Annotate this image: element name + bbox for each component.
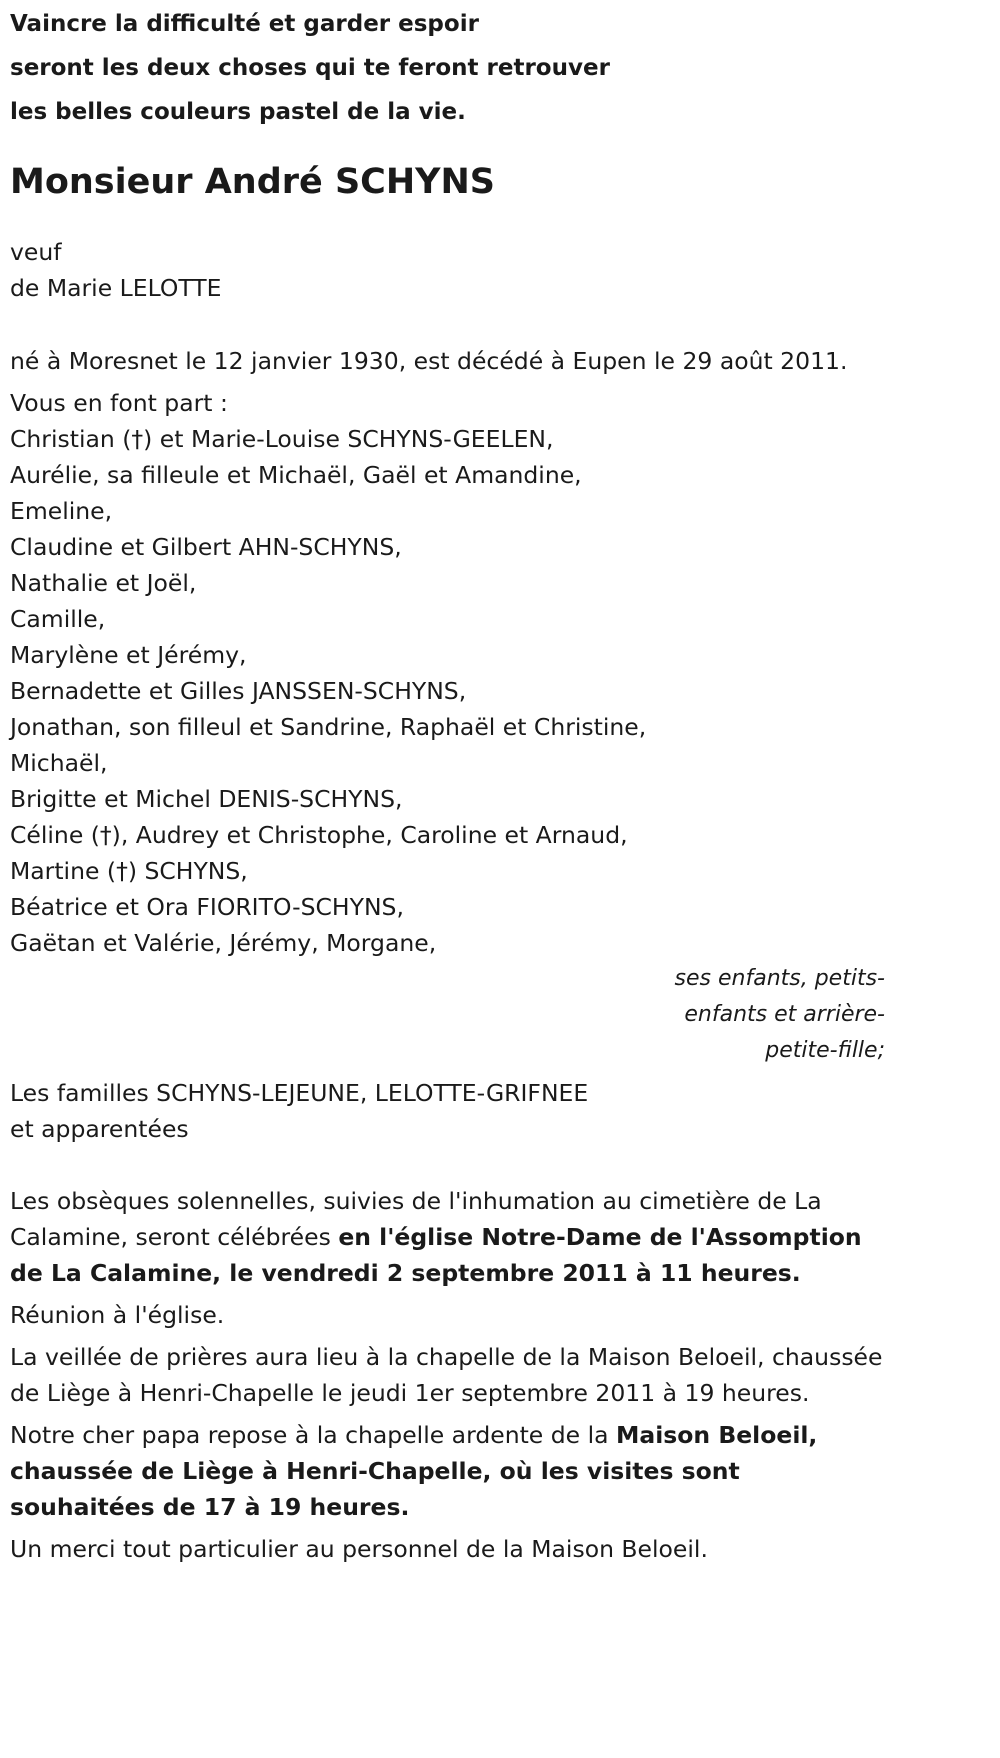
announce-intro: Vous en font part : — [10, 389, 228, 417]
family-line: Bernadette et Gilles JANSSEN-SCHYNS, — [10, 677, 467, 705]
obituary-notice — [10, 0, 885, 1567]
poem — [10, 2, 885, 134]
funeral-details: en l'église Notre-Dame de l'Assomption de La Calamine, le vendredi 2 septembre 2011 à 11 heures. — [10, 1223, 862, 1287]
family-line: Brigitte et Michel DENIS-SCHYNS, — [10, 785, 403, 813]
family-list — [10, 421, 885, 961]
extended-families — [10, 1075, 885, 1147]
vigil-info: La veillée de prières aura lieu à la chapelle de la Maison Beloeil, chaussée de Liège à Henri-Chapelle le jeudi 1er septembre 2011 à 19 heures. — [10, 1343, 883, 1407]
family-line: Aurélie, sa filleule et Michaël, Gaël et Amandine, — [10, 461, 582, 489]
family-line: Céline (†), Audrey et Christophe, Caroline et Arnaud, — [10, 821, 628, 849]
spouse-info — [10, 234, 885, 306]
poem-line: Vaincre la difficulté et garder espoir — [10, 11, 479, 37]
funeral-info — [10, 1183, 885, 1291]
spouse-line-2: de Marie LELOTTE — [10, 274, 222, 302]
family-line: Michaël, — [10, 749, 108, 777]
family-line: Jonathan, son filleul et Sandrine, Raphaël et Christine, — [10, 713, 647, 741]
poem-line: seront les deux choses qui te feront retrouver — [10, 55, 610, 81]
family-line: Martine (†) SCHYNS, — [10, 857, 248, 885]
resting-info — [10, 1417, 885, 1525]
birth-death-dates: né à Moresnet le 12 janvier 1930, est décédé à Eupen le 29 août 2011. — [10, 347, 848, 375]
family-line: Marylène et Jérémy, — [10, 641, 247, 669]
family-line: Béatrice et Ora FIORITO-SCHYNS, — [10, 893, 404, 921]
resting-intro: Notre cher papa repose à la chapelle ardente de la — [10, 1421, 616, 1449]
deceased-name: Monsieur André SCHYNS — [10, 162, 495, 202]
thanks-note: Un merci tout particulier au personnel de la Maison Beloeil. — [10, 1535, 708, 1563]
families-line-2: et apparentées — [10, 1115, 189, 1143]
family-line: Gaëtan et Valérie, Jérémy, Morgane, — [10, 929, 437, 957]
funeral-intro: Les obsèques solennelles, suivies de l'inhumation au cimetière de La Calamine, seront célébrées — [10, 1187, 822, 1251]
families-line-1: Les familles SCHYNS-LEJEUNE, LELOTTE-GRIFNEE — [10, 1079, 589, 1107]
spouse-line-1: veuf — [10, 238, 62, 266]
reunion-info: Réunion à l'église. — [10, 1301, 225, 1329]
resting-details: Maison Beloeil, chaussée de Liège à Henri-Chapelle, où les visites sont souhaitées de 17 à 19 heures. — [10, 1421, 818, 1521]
family-line: Nathalie et Joël, — [10, 569, 197, 597]
family-line: Emeline, — [10, 497, 113, 525]
family-line: Christian (†) et Marie-Louise SCHYNS-GEELEN, — [10, 425, 554, 453]
poem-line: les belles couleurs pastel de la vie. — [10, 99, 466, 125]
family-line: Claudine et Gilbert AHN-SCHYNS, — [10, 533, 402, 561]
relation-note: ses enfants, petits-enfants et arrière-petite-fille; — [674, 966, 885, 1063]
family-line: Camille, — [10, 605, 106, 633]
